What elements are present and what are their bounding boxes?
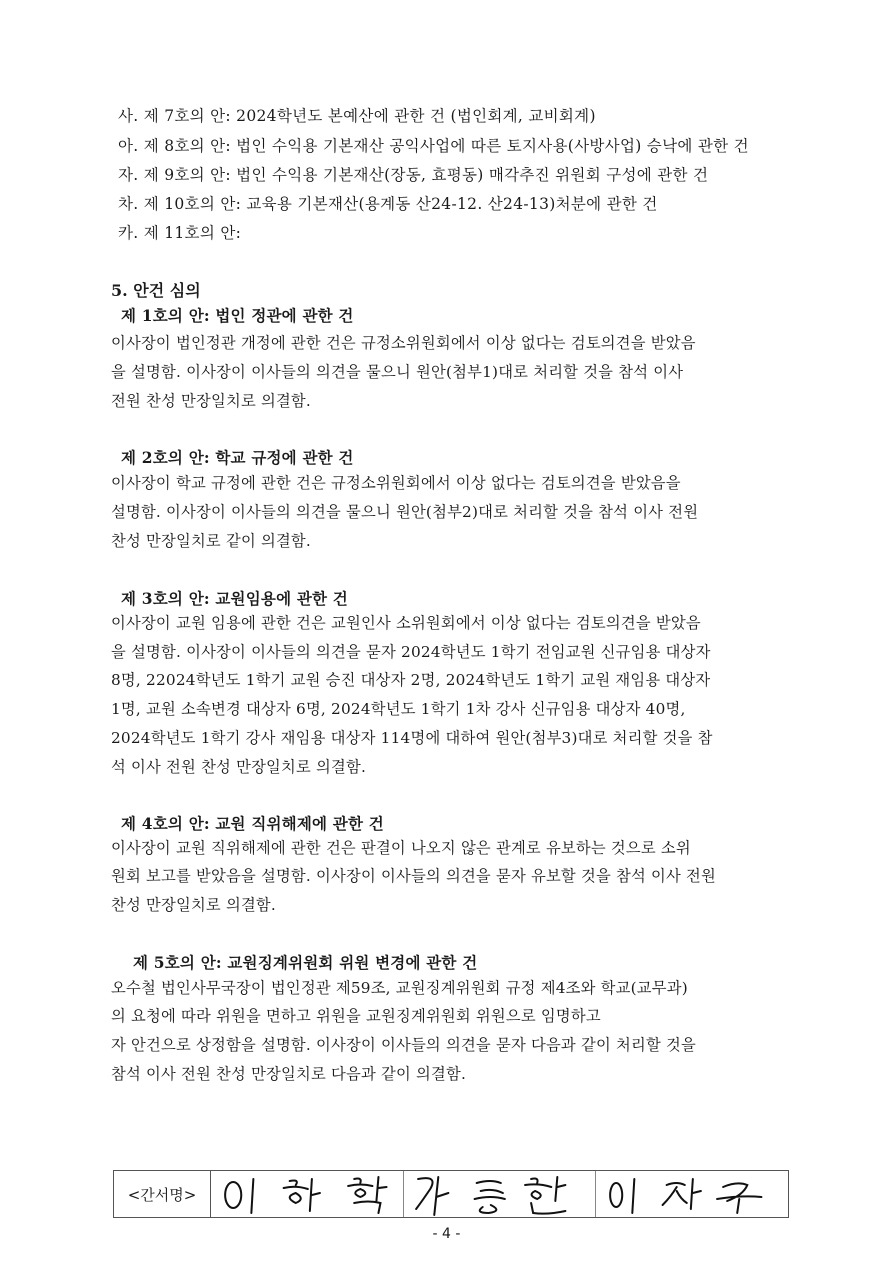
handwritten-signature-icon <box>211 1171 403 1217</box>
item-3-heading: 제 3호의 안: 교원임용에 관한 건 <box>121 589 348 608</box>
signature-box <box>113 1170 789 1218</box>
signature-2 <box>404 1171 597 1217</box>
item-3-line: 1명, 교원 소속변경 대상자 6명, 2024학년도 1학기 1차 강사 신규임용 대상자 40명, <box>111 700 686 718</box>
item-1-line: 을 설명함. 이사장이 이사들의 의견을 물으니 원안(첨부1)대로 처리할 것을 참석 이사 <box>111 363 684 381</box>
handwritten-signature-icon <box>404 1171 596 1217</box>
agenda-item-8: 아. 제 8호의 안: 법인 수익용 기본재산 공익사업에 따른 토지사용(사방사업) 승낙에 관한 건 <box>118 137 749 155</box>
handwritten-signature-icon <box>596 1171 788 1217</box>
item-5-line: 참석 이사 전원 찬성 만장일치로 다음과 같이 의결함. <box>111 1065 467 1083</box>
page-number: - 4 - <box>432 1226 461 1242</box>
agenda-item-10: 차. 제 10호의 안: 교육용 기본재산(용계동 산24-12. 산24-13)처분에 관한 건 <box>118 195 658 213</box>
item-5-heading: 제 5호의 안: 교원징계위원회 위원 변경에 관한 건 <box>133 953 478 972</box>
item-3-line: 2024학년도 1학기 강사 재임용 대상자 114명에 대하여 원안(첨부3)대로 처리할 것을 참 <box>111 729 713 747</box>
item-2-heading: 제 2호의 안: 학교 규정에 관한 건 <box>121 448 354 467</box>
item-1-line: 전원 찬성 만장일치로 의결함. <box>111 392 311 410</box>
item-3-line: 석 이사 전원 찬성 만장일치로 의결함. <box>111 758 367 776</box>
item-5-line: 자 안건으로 상정함을 설명함. 이사장이 이사들의 의견을 묻자 다음과 같이 처리할 것을 <box>111 1036 696 1054</box>
item-5-line: 의 요청에 따라 위원을 면하고 위원을 교원징계위원회 위원으로 임명하고 <box>111 1007 601 1025</box>
agenda-item-9: 자. 제 9호의 안: 법인 수익용 기본재산(장동, 효평동) 매각추진 위원회 구성에 관한 건 <box>118 166 709 184</box>
item-4-line: 원회 보고를 받았음을 설명함. 이사장이 이사들의 의견을 묻자 유보할 것을 참석 이사 전원 <box>111 867 716 885</box>
item-3-line: 이사장이 교원 임용에 관한 건은 교원인사 소위원회에서 이상 없다는 검토의견을 받았음 <box>111 614 701 632</box>
item-1-line: 이사장이 법인정관 개정에 관한 건은 규정소위원회에서 이상 없다는 검토의견을 받았음 <box>111 334 696 352</box>
agenda-item-7: 사. 제 7호의 안: 2024학년도 본예산에 관한 건 (법인회계, 교비회계) <box>118 107 596 125</box>
item-5-line: 오수철 법인사무국장이 법인정관 제59조, 교원징계위원회 규정 제4조와 학교(교무과) <box>111 979 688 997</box>
agenda-item-11: 카. 제 11호의 안: <box>118 224 242 242</box>
section-heading: 5. 안건 심의 <box>111 281 201 300</box>
signature-3 <box>596 1171 788 1217</box>
item-3-line: 을 설명함. 이사장이 이사들의 의견을 묻자 2024학년도 1학기 전임교원 신규임용 대상자 <box>111 643 711 661</box>
item-3-line: 8명, 22024학년도 1학기 교원 승진 대상자 2명, 2024학년도 1학기 교원 재임용 대상자 <box>111 671 711 689</box>
item-4-line: 찬성 만장일치로 의결함. <box>111 896 276 914</box>
item-2-line: 설명함. 이사장이 이사들의 의견을 물으니 원안(첨부2)대로 처리할 것을 참석 이사 전원 <box>111 503 699 521</box>
signature-1 <box>211 1171 404 1217</box>
item-4-heading: 제 4호의 안: 교원 직위해제에 관한 건 <box>121 814 384 833</box>
item-4-line: 이사장이 교원 직위해제에 관한 건은 판결이 나오지 않은 관계로 유보하는 것으로 소위 <box>111 839 691 857</box>
item-1-heading: 제 1호의 안: 법인 정관에 관한 건 <box>121 306 354 325</box>
item-2-line: 이사장이 학교 규정에 관한 건은 규정소위원회에서 이상 없다는 검토의견을 받았음을 <box>111 474 681 492</box>
item-2-line: 찬성 만장일치로 같이 의결함. <box>111 532 311 550</box>
signature-label: <간서명> <box>114 1171 211 1217</box>
